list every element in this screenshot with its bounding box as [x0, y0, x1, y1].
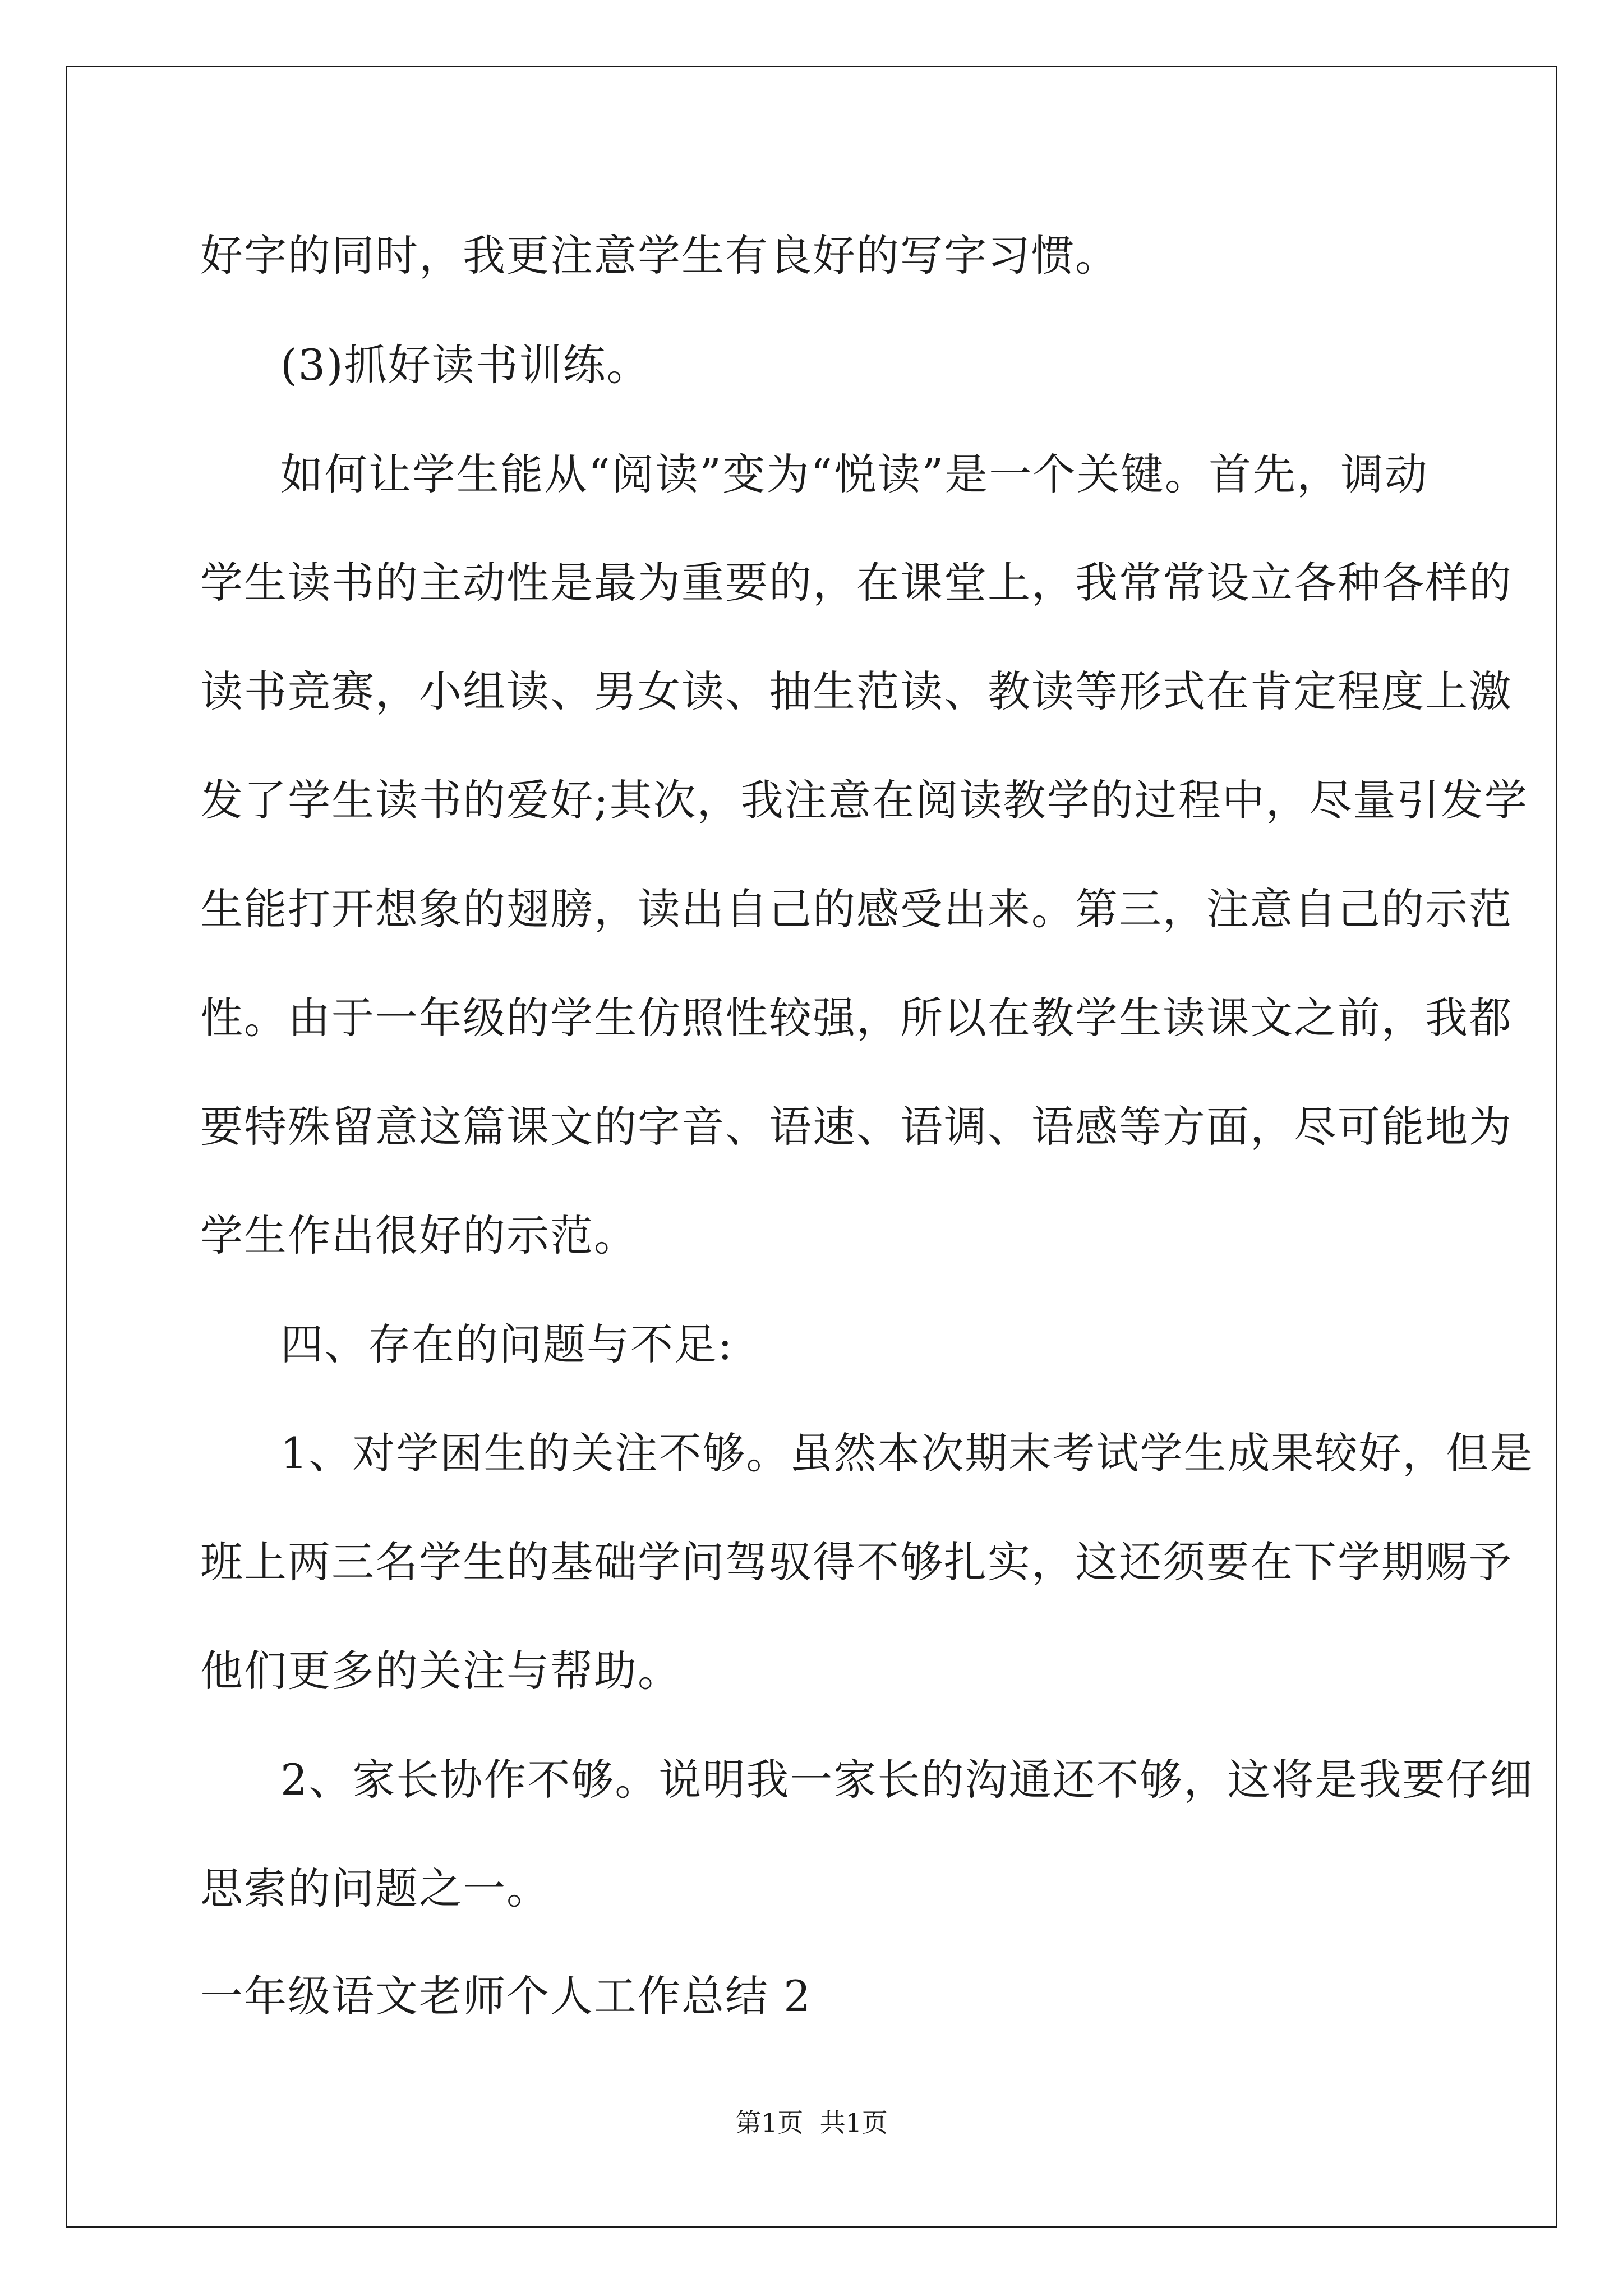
paragraph-line: 思索的问题之一。 — [200, 1864, 550, 1913]
paragraph-line: 学生作出很好的示范。 — [200, 1211, 638, 1260]
paragraph-line: 读书竞赛，小组读、男女读、抽生范读、教读等形式在肯定程度上激 — [200, 666, 1513, 716]
paragraph-line: 生能打开想象的翅膀，读出自己的感受出来。第三，注意自己的示范 — [200, 884, 1513, 934]
section-heading: 四、存在的问题与不足: — [280, 1319, 734, 1369]
document-title: 一年级语文老师个人工作总结 2 — [200, 1971, 812, 2021]
paragraph-line: 1、对学困生的关注不够。虽然本次期末考试学生成果较好，但是 — [280, 1428, 1534, 1478]
paragraph-line: 班上两三名学生的基础学问驾驭得不够扎实，这还须要在下学期赐予 — [200, 1537, 1513, 1587]
paragraph-line: 如何让学生能从“阅读”变为“悦读”是一个关键。首先，调动 — [280, 449, 1428, 499]
page-footer: 第1页 共1页 — [735, 2108, 888, 2138]
paragraph-line: 好字的同时，我更注意学生有良好的写字习惯。 — [200, 231, 1119, 280]
section-heading: (3)抓好读书训练。 — [280, 340, 651, 390]
paragraph-line: 发了学生读书的爱好;其次，我注意在阅读教学的过程中，尽量引发学 — [200, 775, 1528, 825]
paragraph-line: 学生读书的主动性是最为重要的，在课堂上，我常常设立各种各样的 — [200, 558, 1513, 608]
paragraph-line: 2、家长协作不够。说明我一家长的沟通还不够，这将是我要仔细 — [280, 1755, 1534, 1805]
paragraph-line: 他们更多的关注与帮助。 — [200, 1646, 681, 1696]
paragraph-line: 要特殊留意这篇课文的字音、语速、语调、语感等方面，尽可能地为 — [200, 1102, 1513, 1152]
paragraph-line: 性。由于一年级的学生仿照性较强，所以在教学生读课文之前，我都 — [200, 993, 1513, 1043]
